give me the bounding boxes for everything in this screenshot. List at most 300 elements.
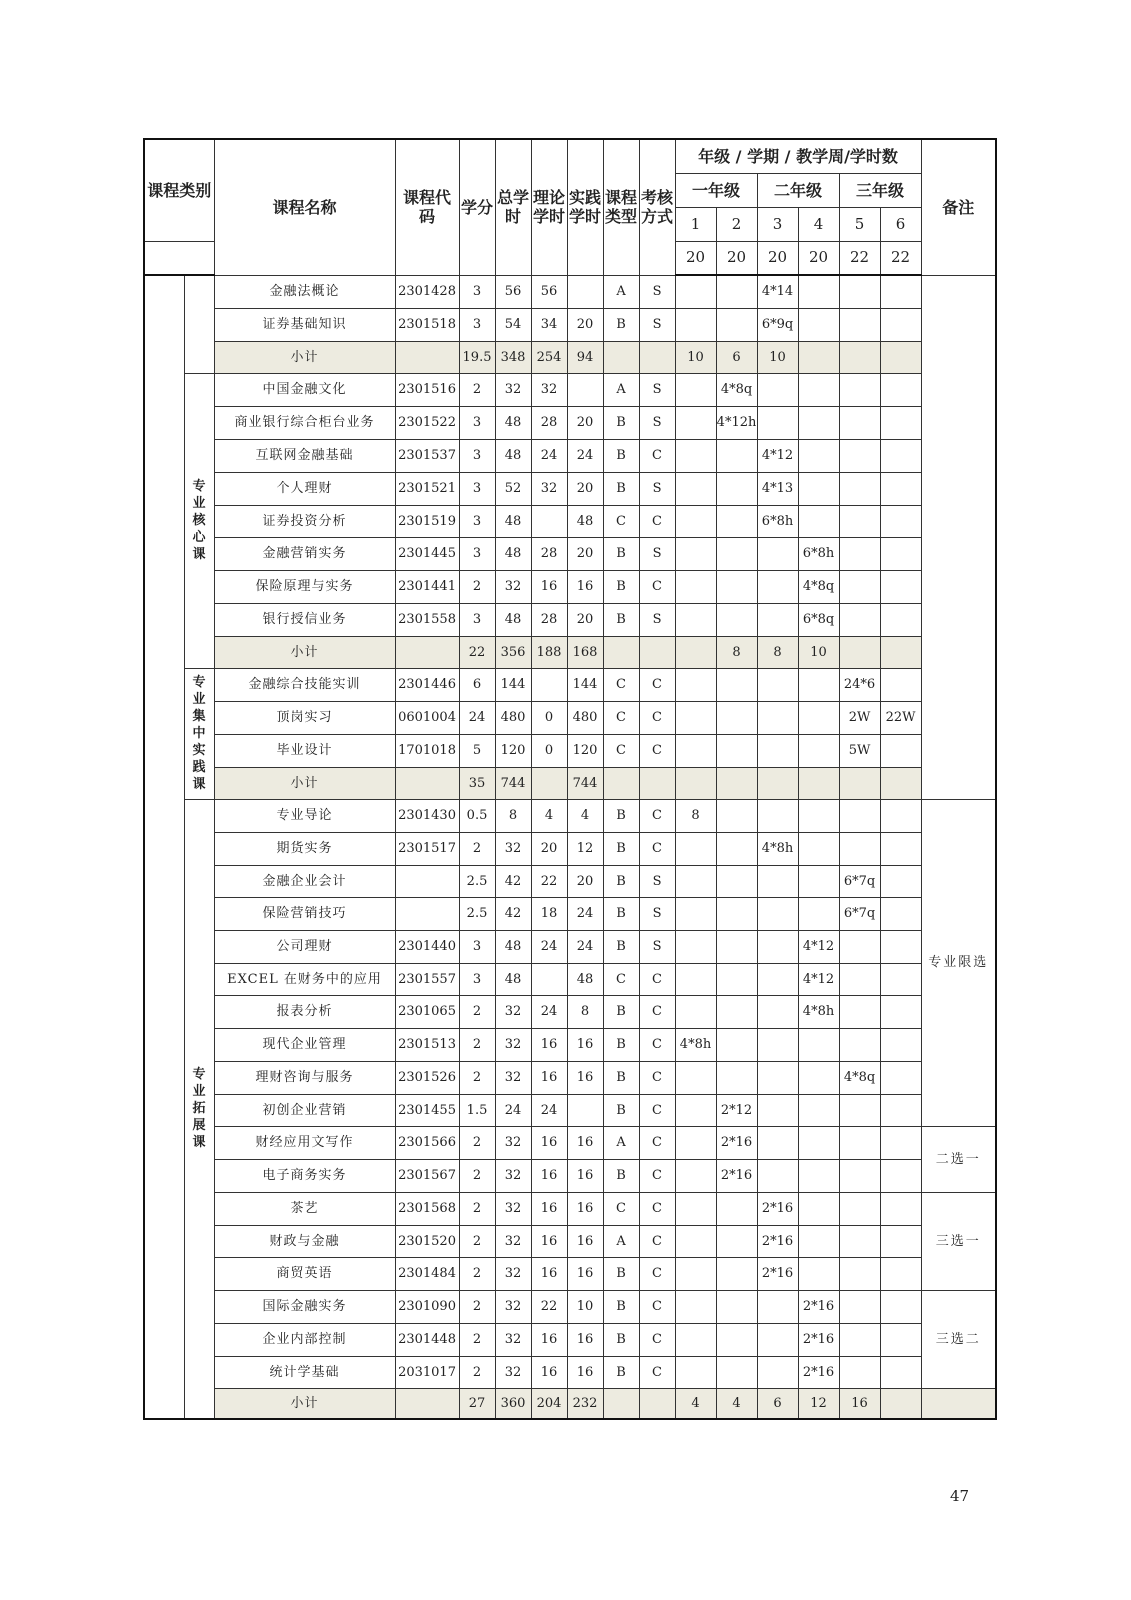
cell-sem5 [839,341,880,373]
cell-sem6 [880,1061,921,1094]
cell-practice-hours: 24 [567,930,603,963]
cell-course-name: 统计学基础 [214,1356,395,1388]
cell-sem4 [798,373,839,406]
cell-total-hours: 120 [495,734,531,767]
subtotal-label: 小计 [214,767,395,799]
header-year3: 三年级 [839,173,921,207]
cell-course-code: 2301430 [395,799,459,832]
cell-sem6 [880,603,921,636]
cell-sem5 [839,636,880,668]
cell-practice-hours: 16 [567,1356,603,1388]
cell-practice-hours: 20 [567,308,603,341]
cell-course-name: 茶艺 [214,1192,395,1225]
cell-practice-hours: 16 [567,1061,603,1094]
remark-empty [921,275,996,799]
category-core [184,373,214,668]
cell-sem3 [757,537,798,570]
cell-sem1 [675,570,716,603]
cell-sem6 [880,1323,921,1356]
course-row [144,406,996,439]
cell-credit: 3 [459,505,495,537]
cell-sem3 [757,734,798,767]
cell-sem5: 6*7q [839,865,880,897]
cell-sem6 [880,668,921,701]
header-category: 课程类别 [144,139,214,241]
cell-sem4 [798,308,839,341]
semester-weeks: 20 [757,241,798,275]
cell-sem3: 6*8h [757,505,798,537]
cell-sem4 [798,1126,839,1159]
cell-sem6 [880,373,921,406]
cell-theory-hours: 16 [531,1257,567,1290]
cell-credit: 2 [459,1290,495,1323]
cell-sem2 [716,505,757,537]
cell-assessment: C [639,1028,675,1061]
cell-credit: 2 [459,1061,495,1094]
cell-credit: 0.5 [459,799,495,832]
cell-sem5 [839,406,880,439]
cell-sem2 [716,767,757,799]
cell-sem3: 2*16 [757,1257,798,1290]
cell-sem2 [716,275,757,308]
cell-practice-hours: 232 [567,1388,603,1419]
remark-choose_one_of_two: 二选一 [921,1126,996,1192]
cell-sem2 [716,668,757,701]
cell-assessment: C [639,1126,675,1159]
cell-sem3: 4*8h [757,832,798,865]
course-row [144,1094,996,1126]
cell-assessment: C [639,1290,675,1323]
cell-theory-hours: 24 [531,995,567,1028]
cell-practice-hours: 48 [567,505,603,537]
cell-practice-hours: 20 [567,406,603,439]
cell-sem3 [757,897,798,930]
cell-sem2: 8 [716,636,757,668]
cell-practice-hours: 168 [567,636,603,668]
cell-sem1 [675,897,716,930]
cell-sem5: 16 [839,1388,880,1419]
semester-number: 6 [880,207,921,241]
cell-credit: 2 [459,373,495,406]
cell-sem5: 5W [839,734,880,767]
cell-course-type: B [603,439,639,472]
cell-course-type: B [603,537,639,570]
cell-assessment: C [639,668,675,701]
cell-theory-hours [531,767,567,799]
cell-sem2 [716,963,757,995]
cell-sem4 [798,897,839,930]
header-assessment: 考核方式 [639,139,675,275]
cell-course-name: 金融综合技能实训 [214,668,395,701]
cell-sem3: 6 [757,1388,798,1419]
semester-number: 5 [839,207,880,241]
cell-sem3 [757,603,798,636]
cell-sem3 [757,1159,798,1192]
semester-weeks: 22 [839,241,880,275]
cell-course-type: A [603,1225,639,1257]
cell-course-type [603,636,639,668]
subtotal-row [144,341,996,373]
cell-sem6 [880,1094,921,1126]
cell-course-name: 专业导论 [214,799,395,832]
cell-course-code: 2301065 [395,995,459,1028]
cell-course-type: B [603,897,639,930]
cell-total-hours: 32 [495,1323,531,1356]
course-row [144,1323,996,1356]
cell-course-name: 银行授信业务 [214,603,395,636]
cell-theory-hours: 4 [531,799,567,832]
cell-theory-hours: 16 [531,1028,567,1061]
cell-practice-hours: 94 [567,341,603,373]
cell-course-code: 2301428 [395,275,459,308]
cell-sem5 [839,1290,880,1323]
cell-course-name: 保险原理与实务 [214,570,395,603]
cell-sem3 [757,570,798,603]
cell-course-type: B [603,472,639,505]
course-row [144,1356,996,1388]
remark-empty [921,1388,996,1419]
header-course-name: 课程名称 [214,139,395,275]
cell-sem4: 4*12 [798,963,839,995]
cell-total-hours: 32 [495,1159,531,1192]
cell-credit: 3 [459,537,495,570]
cell-total-hours: 56 [495,275,531,308]
cell-course-type: B [603,1094,639,1126]
cell-theory-hours: 20 [531,832,567,865]
cell-credit: 3 [459,406,495,439]
cell-total-hours: 32 [495,1192,531,1225]
cell-assessment: S [639,308,675,341]
cell-course-name: 顶岗实习 [214,701,395,734]
cell-assessment [639,341,675,373]
cell-sem2 [716,537,757,570]
cell-course-code: 0601004 [395,701,459,734]
cell-sem3 [757,406,798,439]
course-row [144,308,996,341]
cell-sem1 [675,1323,716,1356]
cell-course-type: C [603,701,639,734]
cell-theory-hours: 22 [531,1290,567,1323]
cell-credit: 22 [459,636,495,668]
cell-sem6 [880,406,921,439]
cell-sem2 [716,799,757,832]
cell-sem6 [880,995,921,1028]
cell-practice-hours: 144 [567,668,603,701]
cell-sem6 [880,1290,921,1323]
cell-credit: 2 [459,1159,495,1192]
course-row [144,930,996,963]
cell-sem2 [716,865,757,897]
cell-sem2 [716,1192,757,1225]
cell-sem3 [757,799,798,832]
cell-sem6 [880,930,921,963]
cell-sem3: 4*12 [757,439,798,472]
cell-sem4 [798,472,839,505]
cell-practice-hours: 744 [567,767,603,799]
cell-theory-hours: 204 [531,1388,567,1419]
cell-course-code: 2301558 [395,603,459,636]
cell-sem5 [839,275,880,308]
cell-sem4: 6*8h [798,537,839,570]
course-row [144,995,996,1028]
cell-course-code: 2301566 [395,1126,459,1159]
cell-sem4 [798,1225,839,1257]
cell-credit: 2.5 [459,865,495,897]
cell-sem5 [839,537,880,570]
cell-sem1 [675,603,716,636]
cell-sem5 [839,308,880,341]
cell-sem1 [675,1356,716,1388]
cell-practice-hours: 120 [567,734,603,767]
remark-choose_two_of_three: 三选二 [921,1290,996,1388]
cell-sem4 [798,668,839,701]
category-continued [184,275,214,373]
cell-total-hours: 48 [495,439,531,472]
cell-total-hours: 8 [495,799,531,832]
cell-theory-hours: 16 [531,1126,567,1159]
cell-course-name: 金融营销实务 [214,537,395,570]
cell-sem2 [716,1028,757,1061]
cell-sem6 [880,1192,921,1225]
cell-sem1 [675,439,716,472]
cell-sem2 [716,439,757,472]
course-row [144,832,996,865]
category-outer-column [144,275,184,1419]
cell-sem1 [675,1094,716,1126]
course-row [144,799,996,832]
cell-theory-hours: 16 [531,1356,567,1388]
cell-sem6 [880,1028,921,1061]
cell-total-hours: 48 [495,603,531,636]
cell-total-hours: 356 [495,636,531,668]
cell-sem3 [757,1290,798,1323]
cell-theory-hours: 28 [531,537,567,570]
cell-assessment: C [639,570,675,603]
cell-course-type: B [603,930,639,963]
cell-assessment: C [639,1192,675,1225]
cell-practice-hours: 16 [567,1323,603,1356]
cell-sem4 [798,799,839,832]
cell-sem6 [880,1159,921,1192]
remark-choose_one_of_three: 三选一 [921,1192,996,1290]
subtotal-row [144,636,996,668]
cell-sem6 [880,865,921,897]
header-year2: 二年级 [757,173,839,207]
cell-sem5 [839,1257,880,1290]
cell-total-hours: 32 [495,1126,531,1159]
cell-sem2 [716,1257,757,1290]
cell-practice-hours: 20 [567,537,603,570]
cell-course-type: B [603,603,639,636]
cell-sem5 [839,767,880,799]
cell-credit: 2 [459,1225,495,1257]
cell-course-code: 2301519 [395,505,459,537]
cell-course-name: 保险营销技巧 [214,897,395,930]
cell-credit: 2 [459,995,495,1028]
cell-sem3 [757,930,798,963]
cell-credit: 2 [459,1257,495,1290]
cell-sem3 [757,963,798,995]
cell-theory-hours: 188 [531,636,567,668]
course-row [144,1028,996,1061]
cell-total-hours: 744 [495,767,531,799]
cell-credit: 1.5 [459,1094,495,1126]
cell-sem2 [716,734,757,767]
cell-practice-hours: 16 [567,1192,603,1225]
cell-course-type [603,341,639,373]
cell-theory-hours: 28 [531,406,567,439]
cell-credit: 27 [459,1388,495,1419]
cell-sem6 [880,767,921,799]
cell-sem3 [757,373,798,406]
header-course-type: 课程类型 [603,139,639,275]
cell-sem6 [880,799,921,832]
cell-sem2 [716,1323,757,1356]
cell-course-code: 2301537 [395,439,459,472]
course-row [144,373,996,406]
cell-sem5 [839,963,880,995]
cell-sem6 [880,1356,921,1388]
cell-course-code: 2301484 [395,1257,459,1290]
cell-assessment: C [639,1094,675,1126]
cell-assessment: C [639,963,675,995]
cell-sem2 [716,603,757,636]
cell-sem4 [798,1028,839,1061]
cell-theory-hours: 24 [531,439,567,472]
course-row [144,472,996,505]
cell-sem1 [675,275,716,308]
cell-theory-hours: 16 [531,1159,567,1192]
cell-total-hours: 32 [495,995,531,1028]
semester-number: 3 [757,207,798,241]
cell-sem6 [880,832,921,865]
cell-sem1 [675,472,716,505]
cell-course-code [395,897,459,930]
header-category-spacer [144,241,214,275]
cell-course-code: 2301441 [395,570,459,603]
cell-sem3: 2*16 [757,1192,798,1225]
cell-sem4 [798,275,839,308]
cell-sem3 [757,767,798,799]
cell-sem3 [757,995,798,1028]
cell-sem2: 4 [716,1388,757,1419]
cell-sem3 [757,1356,798,1388]
cell-course-code: 2301513 [395,1028,459,1061]
cell-course-code: 2301516 [395,373,459,406]
cell-practice-hours: 16 [567,570,603,603]
cell-theory-hours: 28 [531,603,567,636]
cell-course-type: B [603,832,639,865]
cell-sem2 [716,930,757,963]
cell-sem1: 4*8h [675,1028,716,1061]
cell-sem6 [880,636,921,668]
cell-practice-hours: 20 [567,472,603,505]
cell-course-type: B [603,1257,639,1290]
cell-sem6 [880,537,921,570]
cell-assessment: S [639,472,675,505]
cell-practice-hours: 24 [567,897,603,930]
header-credit: 学分 [459,139,495,275]
cell-theory-hours: 18 [531,897,567,930]
header-total-hours: 总学时 [495,139,531,275]
cell-sem4: 12 [798,1388,839,1419]
cell-sem4 [798,865,839,897]
cell-sem1 [675,636,716,668]
cell-credit: 19.5 [459,341,495,373]
cell-practice-hours: 20 [567,865,603,897]
course-row [144,668,996,701]
cell-practice-hours: 4 [567,799,603,832]
semester-weeks: 20 [798,241,839,275]
cell-sem1: 4 [675,1388,716,1419]
cell-credit: 3 [459,439,495,472]
cell-sem6 [880,897,921,930]
cell-total-hours: 32 [495,1290,531,1323]
cell-course-name: 金融法概论 [214,275,395,308]
cell-sem3: 8 [757,636,798,668]
cell-assessment: S [639,897,675,930]
cell-sem5: 6*7q [839,897,880,930]
cell-sem2 [716,1061,757,1094]
cell-course-name: 个人理财 [214,472,395,505]
course-row [144,505,996,537]
cell-sem5 [839,1028,880,1061]
cell-course-code: 2301567 [395,1159,459,1192]
cell-total-hours: 48 [495,930,531,963]
cell-sem6 [880,1257,921,1290]
cell-sem1 [675,767,716,799]
cell-sem5 [839,603,880,636]
cell-theory-hours [531,505,567,537]
cell-assessment: C [639,439,675,472]
cell-sem3 [757,668,798,701]
cell-sem3 [757,1323,798,1356]
cell-credit: 3 [459,963,495,995]
cell-sem1 [675,1257,716,1290]
cell-total-hours: 48 [495,537,531,570]
cell-course-code: 2301521 [395,472,459,505]
cell-theory-hours: 34 [531,308,567,341]
cell-course-name: 现代企业管理 [214,1028,395,1061]
cell-total-hours: 348 [495,341,531,373]
cell-course-name: 金融企业会计 [214,865,395,897]
cell-sem4 [798,505,839,537]
cell-sem5 [839,930,880,963]
page-number: 47 [950,1487,970,1505]
cell-sem2: 2*16 [716,1159,757,1192]
cell-course-name: 商贸英语 [214,1257,395,1290]
cell-total-hours: 480 [495,701,531,734]
course-row [144,1159,996,1192]
cell-sem4 [798,439,839,472]
cell-theory-hours [531,963,567,995]
cell-sem4 [798,341,839,373]
cell-course-name: 企业内部控制 [214,1323,395,1356]
cell-credit: 3 [459,308,495,341]
cell-sem1 [675,1159,716,1192]
cell-sem2: 2*12 [716,1094,757,1126]
remark-limited: 专业限选 [921,799,996,1126]
cell-sem4 [798,734,839,767]
cell-sem4 [798,1094,839,1126]
cell-assessment [639,636,675,668]
cell-sem4: 4*12 [798,930,839,963]
category-label: 专业核心课 [192,479,206,562]
cell-assessment: C [639,995,675,1028]
cell-course-code [395,1388,459,1419]
cell-sem2 [716,1356,757,1388]
cell-assessment: S [639,406,675,439]
